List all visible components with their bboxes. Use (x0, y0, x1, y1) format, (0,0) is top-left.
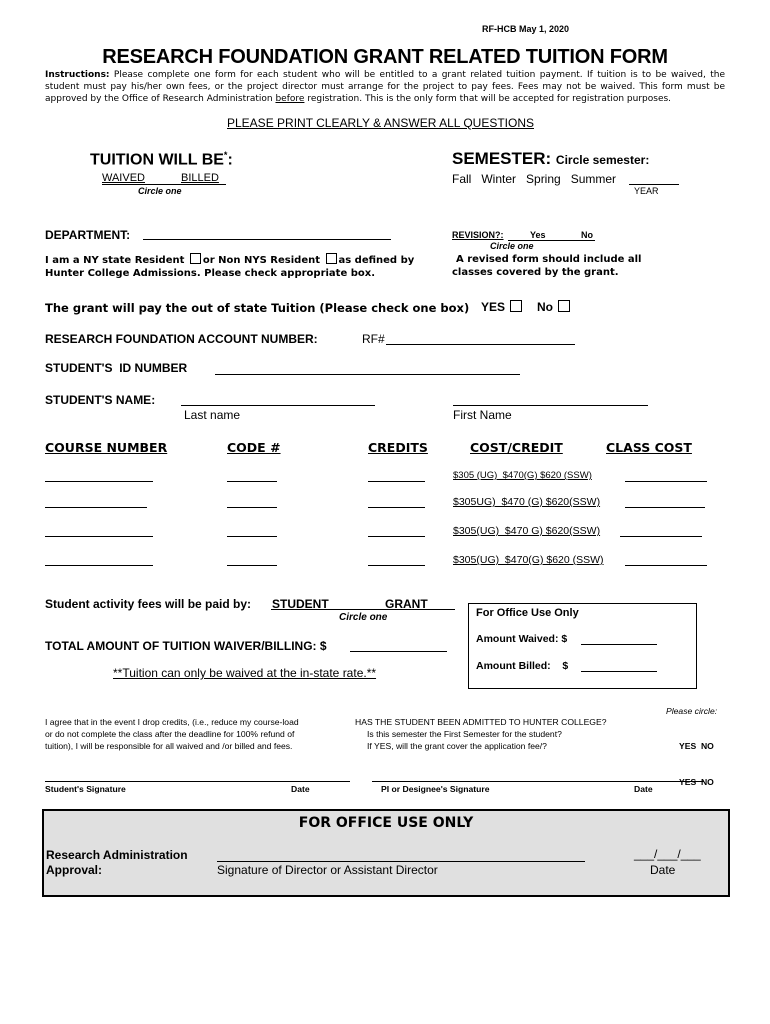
account-prefix: RF# (362, 332, 385, 346)
course-number-field[interactable] (45, 565, 153, 566)
tuition-asterisk: * (223, 150, 228, 160)
no-label: No (537, 300, 553, 314)
last-name-caption: Last name (184, 408, 241, 422)
no-checkbox[interactable] (558, 300, 570, 312)
instructions-before: before (275, 94, 305, 104)
admission-question-3: If YES, will the grant cover the application fee/? (367, 741, 547, 751)
print-clearly-note: PLEASE PRINT CLEARLY & ANSWER ALL QUESTIONS (227, 116, 534, 130)
first-name-caption: First Name (453, 408, 512, 422)
admission-answer-2[interactable]: YES NO (679, 777, 714, 787)
non-ny-resident-checkbox[interactable] (326, 253, 337, 264)
first-name-field[interactable] (453, 405, 648, 406)
office-only-title: FOR OFFICE USE ONLY (298, 815, 474, 831)
agreement-line-1: I agree that in the event I drop credits, (i.e., reduce my course-load (45, 717, 299, 727)
amount-billed-field[interactable] (581, 671, 657, 672)
office-use-title: For Office Use Only (476, 607, 579, 619)
total-label: TOTAL AMOUNT OF TUITION WAIVER/BILLING: $ (45, 639, 327, 653)
revised-note-1: A revised form should include all (456, 254, 642, 265)
tuition-waived-option[interactable] (102, 172, 145, 184)
cost-credit-rates: $305UG) $470 (G) $620(SSW) (453, 496, 601, 508)
tuition-colon: : (227, 151, 233, 169)
code-field[interactable] (227, 481, 277, 482)
approval-label-2: Approval: (46, 863, 103, 877)
tuition-label (90, 150, 233, 169)
director-signature-field[interactable] (217, 861, 585, 862)
student-signature-caption: Student's Signature (45, 784, 126, 794)
semester-label (452, 149, 649, 169)
header-code: CODE # (227, 440, 281, 455)
tuition-label-text: TUITION WILL BE (90, 151, 224, 169)
activity-fees-label: Student activity fees will be paid by: (45, 597, 252, 611)
residency-line-2: Hunter College Admissions. Please check appropriate box. (45, 268, 375, 279)
semester-circle: Circle semester: (555, 153, 650, 167)
semester-year-label: YEAR (634, 186, 659, 196)
header-cost-credit: COST/CREDIT (470, 440, 563, 455)
code-field[interactable] (227, 507, 277, 508)
account-field[interactable] (386, 344, 575, 345)
revision-circle-one: Circle one (490, 241, 534, 251)
cost-credit-rates: $305(UG) $470 G) $620(SSW) (453, 525, 601, 537)
residency-line-1 (45, 253, 414, 267)
fees-circle-one: Circle one (339, 612, 388, 623)
credits-field[interactable] (368, 507, 425, 508)
instructions-text-1: Please complete one form for each student who will be entitled to a grant related tuition payment. If tuition is to be waived, the student must pay his/her own fees, or the project director must arrange for the project to pay fees. Fees may not be waived. This form must be approved by the Office of Research Administration (45, 70, 725, 104)
approval-date-field[interactable]: ___/___/___ (634, 847, 701, 861)
pi-signature-field[interactable] (372, 781, 704, 782)
class-cost-field[interactable] (625, 565, 707, 566)
revised-note (452, 253, 641, 279)
department-label: DEPARTMENT: (45, 228, 131, 242)
residency-defined-by: as defined by (338, 255, 415, 266)
instructions-label: Instructions: (45, 70, 110, 80)
amount-waived-label: Amount Waived: $ (476, 633, 568, 645)
code-field[interactable] (227, 536, 277, 537)
tuition-circle-one: Circle one (138, 186, 182, 196)
course-number-field[interactable] (45, 536, 153, 537)
code-field[interactable] (227, 565, 277, 566)
office-use-box (468, 603, 697, 689)
office-only-section (42, 809, 730, 897)
header-credits: CREDITS (368, 440, 428, 455)
ny-resident-checkbox[interactable] (190, 253, 201, 264)
pi-date-caption: Date (634, 784, 653, 794)
out-of-state-no[interactable] (537, 300, 572, 314)
student-name-label: STUDENT'S NAME: (45, 393, 156, 407)
approval-label-1: Research Administration (46, 848, 188, 862)
out-of-state-yes[interactable] (481, 300, 524, 314)
course-number-field[interactable] (45, 507, 147, 508)
waived-text: WAIVED (102, 172, 145, 184)
header-class-cost: CLASS COST (606, 440, 692, 455)
admission-answer-1[interactable]: YES NO (679, 741, 714, 751)
yes-checkbox[interactable] (510, 300, 522, 312)
revised-note-2: classes covered by the grant. (452, 267, 619, 278)
cost-credit-rates: $305(UG) $470(G) $620 (SSW) (453, 554, 604, 566)
last-name-field[interactable] (181, 405, 375, 406)
residency-nonny-label: or Non NYS Resident (202, 255, 321, 266)
revision-yes[interactable]: Yes (530, 230, 546, 240)
credits-field[interactable] (368, 565, 425, 566)
revision-label: REVISION?: (452, 230, 504, 240)
tuition-waive-note: **Tuition can only be waived at the in-state rate.** (113, 666, 377, 680)
student-id-field[interactable] (215, 374, 520, 375)
director-signature-caption: Signature of Director or Assistant Director (217, 863, 438, 877)
credits-field[interactable] (368, 481, 425, 482)
admission-question-1: HAS THE STUDENT BEEN ADMITTED TO HUNTER COLLEGE? (355, 717, 607, 727)
semester-options[interactable]: Fall Winter Spring Summer (452, 172, 617, 186)
account-label: RESEARCH FOUNDATION ACCOUNT NUMBER: (45, 332, 318, 346)
revision-no[interactable]: No (581, 230, 593, 240)
class-cost-field[interactable] (620, 536, 702, 537)
residency-ny-label: I am a NY state Resident (45, 255, 185, 266)
header-course-number: COURSE NUMBER (45, 440, 168, 455)
form-title: RESEARCH FOUNDATION GRANT RELATED TUITION FORM (102, 46, 668, 68)
course-number-field[interactable] (45, 481, 153, 482)
amount-billed-label: Amount Billed: $ (476, 660, 569, 672)
semester-label-text: SEMESTER: (452, 149, 552, 168)
form-id: RF-HCB May 1, 2020 (482, 24, 570, 34)
student-date-caption: Date (291, 784, 310, 794)
agreement-line-2: or do not complete the class after the deadline for 100% refund of (45, 729, 295, 739)
student-id-label: STUDENT'S ID NUMBER (45, 361, 188, 375)
residency-block (45, 253, 414, 280)
fees-grant-option[interactable]: GRANT (385, 597, 428, 611)
approval-date-caption: Date (650, 863, 676, 877)
agreement-text (45, 716, 299, 752)
class-cost-field[interactable] (625, 481, 707, 482)
fees-student-option[interactable]: STUDENT (272, 597, 329, 611)
student-signature-field[interactable] (45, 781, 350, 782)
tuition-billed-option[interactable] (181, 172, 219, 184)
revision-question (452, 230, 504, 240)
department-field[interactable] (143, 239, 391, 240)
approval-label (46, 848, 188, 878)
admission-questions (355, 716, 607, 752)
please-circle-label: Please circle: (666, 706, 718, 716)
cost-credit-rates: $305 (UG) $470(G) $620 (SSW) (453, 470, 592, 481)
instructions (45, 69, 725, 105)
total-amount-field[interactable] (350, 651, 447, 652)
agreement-line-3: tuition), I will be responsible for all waived and /or billed and fees. (45, 741, 293, 751)
amount-waived-field[interactable] (581, 644, 657, 645)
class-cost-field[interactable] (625, 507, 705, 508)
pi-signature-caption: PI or Designee's Signature (381, 784, 490, 794)
billed-text: BILLED (181, 172, 219, 184)
instructions-text-2: registration. This is the only form that will be accepted for registration purposes. (307, 94, 672, 104)
yes-label: YES (481, 300, 506, 314)
out-of-state-question: The grant will pay the out of state Tuition (Please check one box) (45, 301, 470, 315)
admission-question-2: Is this semester the First Semester for the student? (367, 729, 562, 739)
credits-field[interactable] (368, 536, 425, 537)
